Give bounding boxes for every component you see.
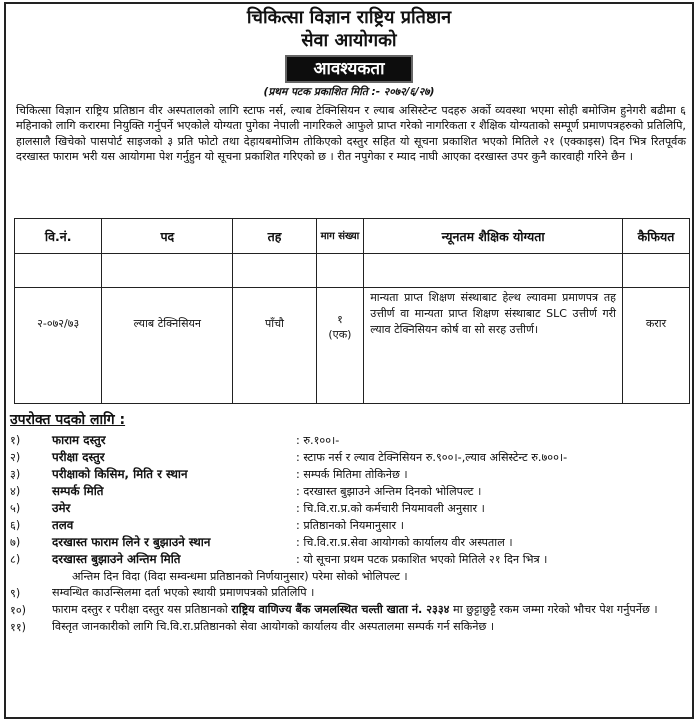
term-value: : रु.१००।- — [296, 434, 340, 447]
term-number: ६) — [10, 519, 21, 532]
terms-title: उपरोक्त पदको लागि : — [10, 412, 126, 428]
list-item — [8, 432, 688, 449]
term-key: उमेर — [52, 501, 71, 515]
term-number: ४) — [10, 485, 21, 498]
org-name-line1: चिकित्सा विज्ञान राष्ट्रिय प्रतिष्ठान — [246, 7, 452, 28]
term-number: ७) — [10, 536, 21, 549]
term-text: विस्तृत जानकारीको लागि चि.वि.रा.प्रतिष्ठानको सेवा आयोगको कार्यालय वीर अस्पतालमा सम्पर्क गर्न सकिनेछ । — [52, 620, 495, 633]
cell-sn: २-०७२/७३ — [15, 288, 102, 404]
terms-list — [8, 432, 688, 636]
col-header-post: पद — [102, 219, 233, 254]
term-value: : यो सूचना प्रथम पटक प्रकाशित भएको मितिले २१ दिन भित्र । — [296, 553, 548, 566]
cell-remarks: करार — [623, 288, 690, 404]
list-item — [8, 619, 688, 636]
spacer-cell — [233, 254, 316, 288]
spacer-cell — [316, 254, 364, 288]
banner-wrap — [6, 55, 692, 83]
table-spacer-row — [15, 254, 690, 288]
intro-paragraph: चिकित्सा विज्ञान राष्ट्रिय प्रतिष्ठान वीर अस्पतालको लागि स्टाफ नर्स, ल्याब टेक्निसियन र ल्याब असिस्टेन्ट पदहरु अर्को व्यवस्था भएमा सोही बमोजिम हुनेगरी बढीमा ६ महिनाको लागि करारमा नियुक्ति गर्नुपर्ने भएकोले योग्यता पुगेका नेपाली नागरिकले आफुले प्राप्त गरेको नागरिकता र शैक्षिक योग्यताको सम्पूर्ण प्रमाणपत्रहरुको प्रतिलिपि, हालसालै खिचेको पासपोर्ट साइजको ३ प्रति फोटो तथा देहायबमोजिम तोकिएको दस्तुर सहित यो सूचना प्रकाशित भएको मितिले २१ (एक्काइस) दिन भित्र रितपूर्वक दरखास्त फाराम भरी यस आयोगमा पेश गर्नुहुन यो सूचना प्रकाशित गरिएको छ । रीत नपुगेका र म्याद नाघी आएका दरखास्त उपर कुनै कारवाही गरिने छैन । — [16, 104, 686, 164]
term-key: दरखास्त फाराम लिने र बुझाउने स्थान — [52, 535, 211, 549]
term-value: : प्रतिष्ठानको नियमानुसार । — [296, 519, 404, 532]
cell-demand — [316, 288, 364, 404]
list-item — [8, 551, 688, 568]
spacer-cell — [102, 254, 233, 288]
cell-post: ल्याब टेक्निसियन — [102, 288, 233, 404]
term-key: तलव — [52, 518, 74, 532]
demand-number: १ — [337, 313, 343, 326]
term-number: १०) — [10, 604, 26, 617]
term8-note: अन्तिम दिन विदा (विदा सम्वन्धमा प्रतिष्ठानको निर्णयानुसार) परेमा सोको भोलिपल्ट । — [72, 570, 408, 583]
term10-pre: फाराम दस्तुर र परीक्षा दस्तुर यस प्रतिष्ठानको — [52, 603, 232, 616]
term-value: : चि.वि.रा.प्र.सेवा आयोगको कार्यालय वीर अस्पताल । — [296, 536, 513, 549]
vacancy-banner: आवश्यकता — [285, 55, 412, 83]
list-item — [8, 585, 688, 602]
col-header-level: तह — [233, 219, 316, 254]
col-header-demand: माग संख्या — [316, 219, 364, 254]
posts-table — [14, 218, 690, 404]
cell-level: पाँचौ — [233, 288, 316, 404]
list-item — [8, 602, 688, 619]
term10-post: मा छुट्टाछुट्टै रकम जम्मा गरेको भौचर पेश गर्नुपर्नेछ । — [449, 603, 658, 616]
term-key: परीक्षाको किसिम, मिति र स्थान — [52, 467, 188, 481]
bank-account-info: राष्ट्रिय वाणिज्य बैंक जमलस्थित चल्ती खाता नं. २३३४ — [231, 603, 450, 616]
term-number: २) — [10, 451, 21, 464]
term-value: : दरखास्त बुझाउने अन्तिम दिनको भोलिपल्ट । — [296, 485, 482, 498]
term-key: सम्पर्क मिति — [52, 484, 104, 498]
demand-word: (एक) — [328, 328, 352, 341]
spacer-cell — [15, 254, 102, 288]
list-item — [8, 449, 688, 466]
publication-date: (प्रथम पटक प्रकाशित मिति :- २०७२/६/२७) — [263, 86, 435, 98]
list-item — [8, 534, 688, 551]
term-number: ८) — [10, 553, 21, 566]
spacer-cell — [364, 254, 623, 288]
col-header-sn: वि.नं. — [15, 219, 102, 254]
term-number: १) — [10, 434, 21, 447]
term-key: परीक्षा दस्तुर — [52, 450, 105, 464]
term-number: ११) — [10, 621, 26, 634]
term-number: ५) — [10, 502, 21, 515]
term-value: : चि.वि.रा.प्र.को कर्मचारी नियमावली अनुसार । — [296, 502, 485, 515]
term-text — [52, 602, 688, 618]
list-item — [8, 500, 688, 517]
term-number: ३) — [10, 468, 21, 481]
col-header-remarks: कैफियत — [623, 219, 690, 254]
list-item — [8, 483, 688, 500]
term-key: फाराम दस्तुर — [52, 433, 106, 447]
col-header-qualification: न्यूनतम शैक्षिक योग्यता — [364, 219, 623, 254]
org-name-line2: सेवा आयोगको — [301, 30, 397, 51]
term-text: सम्वन्धित काउन्सिलमा दर्ता भएको स्थायी प्रमाणपत्रको प्रतिलिपि । — [52, 586, 315, 599]
list-item — [8, 466, 688, 483]
term-key: दरखास्त बुझाउने अन्तिम मिति — [52, 552, 181, 566]
spacer-cell — [623, 254, 690, 288]
term-value: : स्टाफ नर्स र ल्याव टेक्निसियन रु.९००।-,ल्याव असिस्टेन्ट रु.७००।- — [296, 451, 568, 464]
term-value: : सम्पर्क मितिमा तोकिनेछ । — [296, 468, 408, 481]
table-row — [15, 288, 690, 404]
cell-qualification: मान्यता प्राप्त शिक्षण संस्थाबाट हेल्थ ल्यावमा प्रमाणपत्र तह उत्तीर्ण वा मान्यता प्राप्त शिक्षण संस्थाबाट SLC उत्तीर्ण गरी ल्याव टेक्निसियन कोर्ष वा सो सरह उत्तीर्ण। — [364, 288, 623, 404]
table-header-row — [15, 219, 690, 254]
term-number: ९) — [10, 587, 21, 600]
list-item — [8, 517, 688, 534]
